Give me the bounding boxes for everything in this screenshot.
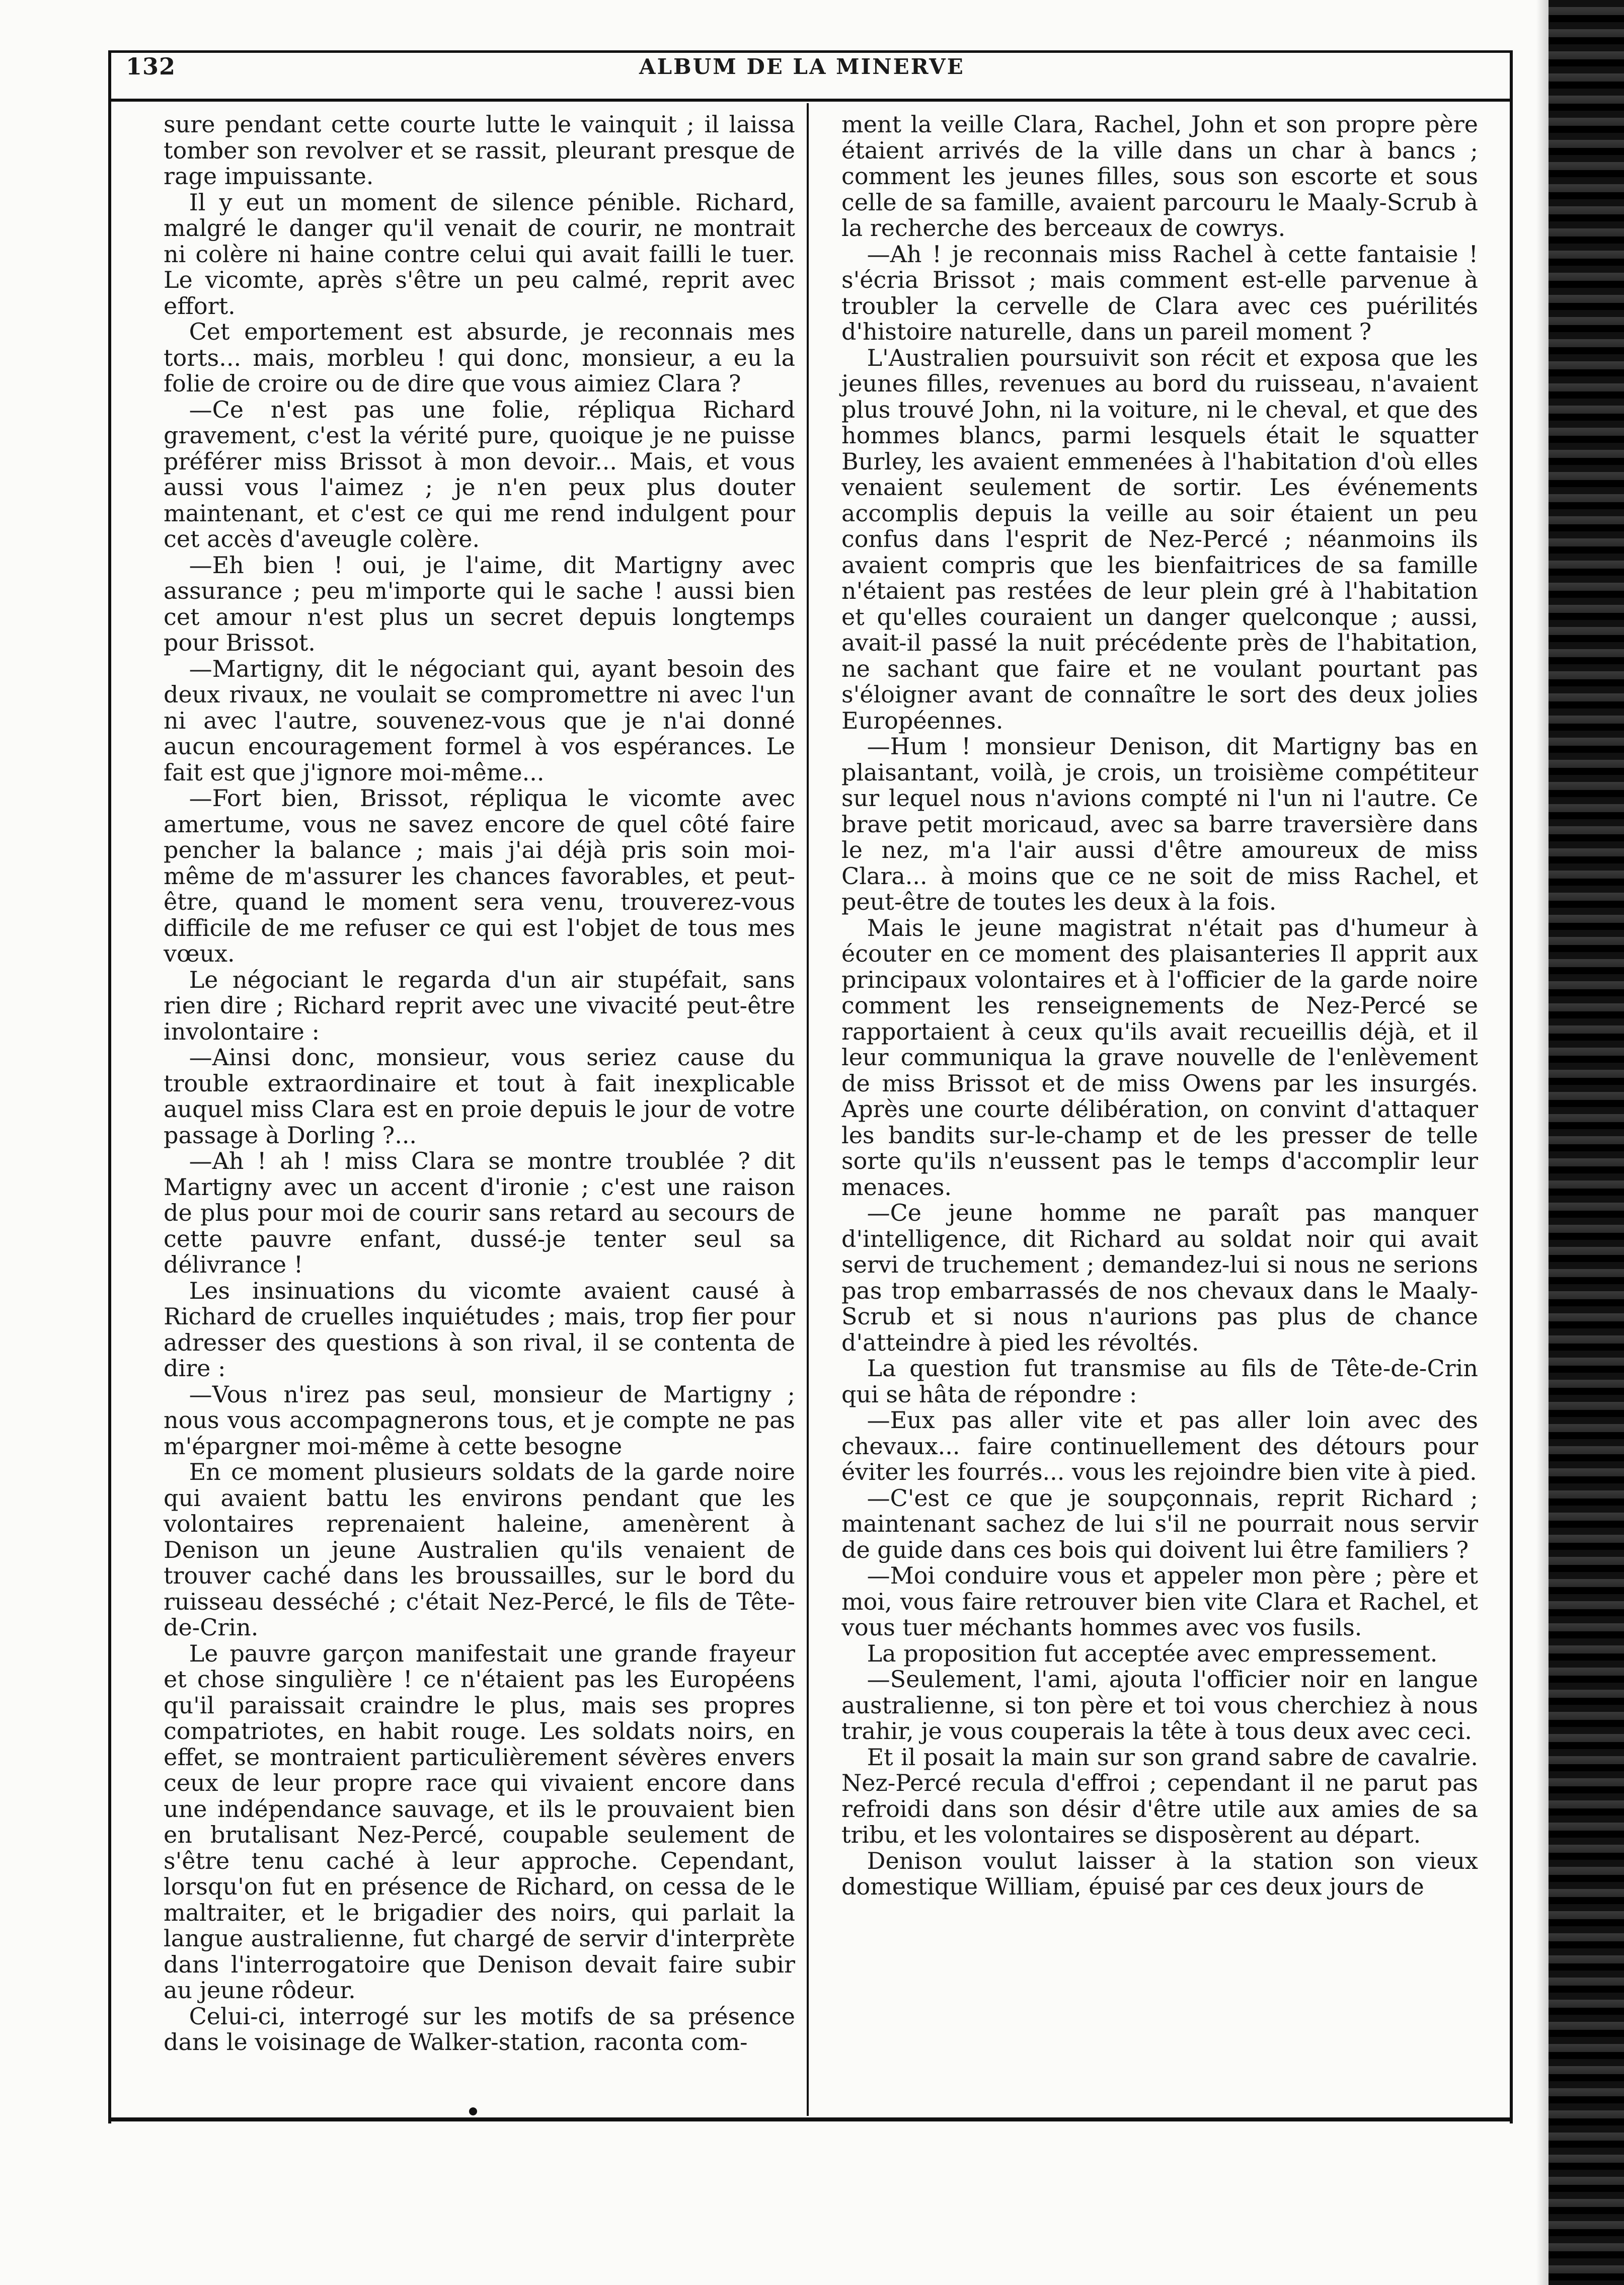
paragraph: —Ah ! je reconnais miss Rachel à cette fantaisie ! s'écria Brissot ; mais comment est-elle parvenue à troubler la cervelle de Clara avec ces puérilités d'histoire naturelle, dans un pareil moment ?	[841, 240, 1478, 345]
paragraph: —Eh bien ! oui, je l'aime, dit Martigny avec assurance ; peu m'importe qui le sache ! aussi bien cet amour n'est plus un secret depuis longtemps pour Brissot.	[164, 551, 795, 656]
paragraph: sure pendant cette courte lutte le vainquit ; il laissa tomber son revolver et se rassit, pleurant presque de rage impuissante.	[164, 111, 795, 190]
paragraph: ment la veille Clara, Rachel, John et son propre père étaient arrivés de la ville dans un char à bancs ; comment les jeunes filles, sous son escorte et sous celle de sa famille, avaient parcouru le Maaly-Scrub à la recherche des berceaux de cowrys.	[841, 111, 1478, 242]
right-column	[841, 112, 1478, 1900]
scan-edge	[1549, 0, 1624, 2285]
paragraph: —Martigny, dit le négociant qui, ayant besoin des deux rivaux, ne voulait se compromettre ni avec l'un ni avec l'autre, souvenez-vous que je n'ai donné aucun encouragement formel à vos espérances. Le fait est que j'ignore moi-même...	[164, 655, 795, 786]
paragraph: —C'est ce que je soupçonnais, reprit Richard ; maintenant sachez de lui s'il ne pourrait nous servir de guide dans ces bois qui doivent lui être familiers ?	[841, 1484, 1478, 1563]
paragraph: Et il posait la main sur son grand sabre de cavalrie. Nez-Percé recula d'effroi ; cependant il ne parut pas refroidi dans son désir d'être utile aux amies de sa tribu, et les volontaires se disposèrent au départ.	[841, 1743, 1478, 1848]
paragraph: —Eux pas aller vite et pas aller loin avec des chevaux... faire continuellement des détours pour éviter les fourrés... vous les rejoindre bien vite à pied.	[841, 1406, 1478, 1485]
page-edge-shadow	[1536, 0, 1549, 2285]
running-title: ALBUM DE LA MINERVE	[639, 54, 965, 79]
paragraph: —Ce jeune homme ne paraît pas manquer d'intelligence, dit Richard au soldat noir qui avait servi de truchement ; demandez-lui si nous ne serions pas trop embarrassés de nos chevaux dans le Maaly-Scrub et si nous n'aurions pas plus de chance d'atteindre à pied les révoltés.	[841, 1199, 1478, 1356]
right-frame-rule	[1510, 50, 1513, 2123]
left-column	[164, 112, 795, 2056]
bottom-rule	[108, 2117, 1513, 2121]
paragraph: La question fut transmise au fils de Tête-de-Crin qui se hâta de répondre :	[841, 1355, 1478, 1408]
page-number: 132	[126, 53, 176, 80]
paragraph: —Vous n'irez pas seul, monsieur de Martigny ; nous vous accompagnerons tous, et je compte ne pas m'épargner moi-même à cette besogne	[164, 1380, 795, 1460]
paragraph: —Seulement, l'ami, ajouta l'officier noir en langue australienne, si ton père et toi vous cherchiez à nous trahir, je vous couperais la tête à tous deux avec ceci.	[841, 1666, 1478, 1745]
top-rule	[108, 50, 1513, 53]
paragraph: —Ce n'est pas une folie, répliqua Richard gravement, c'est la vérité pure, quoique je ne puisse préférer miss Brissot à mon devoir... Mais, et vous aussi vous l'aimez ; je n'en peux plus douter maintenant, et c'est ce qui me rend indulgent pour cet accès d'aveugle colère.	[164, 396, 795, 553]
paragraph: La proposition fut acceptée avec empressement.	[867, 1639, 1438, 1667]
paragraph: —Fort bien, Brissot, répliqua le vicomte avec amertume, vous ne savez encore de quel côté faire pencher la balance ; mais j'ai déjà pris soin moi-même de m'assurer les chances favorables, et peut-être, quand le moment sera venu, trouverez-vous difficile de me refuser ce qui est l'objet de tous mes vœux.	[164, 784, 795, 967]
left-frame-rule	[108, 50, 111, 2123]
paragraph: —Moi conduire vous et appeler mon père ; père et moi, vous faire retrouver bien vite Clara et Rachel, et vous tuer méchants hommes avec vos fusils.	[841, 1562, 1478, 1641]
paragraph: En ce moment plusieurs soldats de la garde noire qui avaient battu les environs pendant que les volontaires reprenaient haleine, amenèrent à Denison un jeune Australien qu'ils venaient de trouver caché dans les broussailles, sur le bord du ruisseau desséché ; c'était Nez-Percé, le fils de Tête-de-Crin.	[164, 1458, 795, 1641]
paragraph: Le négociant le regarda d'un air stupéfait, sans rien dire ; Richard reprit avec une vivacité peut-être involontaire :	[164, 966, 795, 1045]
paragraph: —Hum ! monsieur Denison, dit Martigny bas en plaisantant, voilà, je crois, un troisième compétiteur sur lequel nous n'avions compté ni l'un ni l'autre. Ce brave petit moricaud, avec sa barre traversière dans le nez, m'a l'air aussi d'être amoureux de miss Clara... à moins que ce ne soit de miss Rachel, et peut-être de toutes les deux à la fois.	[841, 733, 1478, 915]
paragraph: —Ainsi donc, monsieur, vous seriez cause du trouble extraordinaire et tout à fait inexplicable auquel miss Clara est en proie depuis le jour de votre passage à Dorling ?...	[164, 1044, 795, 1149]
ink-dot	[469, 2107, 477, 2115]
paragraph: Denison voulut laisser à la station son vieux domestique William, épuisé par ces deux jours de	[841, 1847, 1478, 1900]
paragraph: Celui-ci, interrogé sur les motifs de sa présence dans le voisinage de Walker-station, raconta com-	[164, 2002, 795, 2056]
paragraph: Mais le jeune magistrat n'était pas d'humeur à écouter en ce moment des plaisanteries Il apprit aux principaux volontaires et à l'officier de la garde noire comment les renseignements de Nez-Percé se rapportaient à ceux qu'ils avait recueillis déjà, et il leur communiqua la grave nouvelle de l'enlèvement de miss Brissot et de miss Owens par les insurgés. Après une courte délibération, on convint d'attaquer les bandits sur-le-champ et de les presser de telle sorte qu'ils n'eussent pas le temps d'accomplir leur menaces.	[841, 914, 1478, 1201]
paragraph: —Ah ! ah ! miss Clara se montre troublée ? dit Martigny avec un accent d'ironie ; c'est une raison de plus pour moi de courir sans retard au secours de cette pauvre enfant, dussé-je tenter seul sa délivrance !	[164, 1147, 795, 1278]
paragraph: Cet emportement est absurde, je reconnais mes torts... mais, morbleu ! qui donc, monsieur, a eu la folie de croire ou de dire que vous aimiez Clara ?	[164, 318, 795, 397]
header-rule	[108, 99, 1513, 102]
paragraph: Les insinuations du vicomte avaient causé à Richard de cruelles inquiétudes ; mais, trop fier pour adresser des questions à son rival, il se contenta de dire :	[164, 1277, 795, 1382]
paragraph: L'Australien poursuivit son récit et exposa que les jeunes filles, revenues au bord du ruisseau, n'avaient plus trouvé John, ni la voiture, ni le cheval, et que des hommes blancs, parmi lesquels était le squatter Burley, les avaient emmenées à l'habitation d'où elles venaient seulement de sortir. Les événements accomplis depuis la veille au soir étaient un peu confus dans l'esprit de Nez-Percé ; néanmoins ils avaient compris que les bienfaitrices de sa famille n'étaient pas restées de leur plein gré à l'habitation et qu'elles couraient un danger quelconque ; aussi, avait-il passé la nuit précédente près de l'habitation, ne sachant que faire et ne voulant pourtant pas s'éloigner avant de connaître le sort des deux jolies Européennes.	[841, 344, 1478, 734]
paragraph: Il y eut un moment de silence pénible. Richard, malgré le danger qu'il venait de courir, ne montrait ni colère ni haine contre celui qui avait failli le tuer. Le vicomte, après s'être un peu calmé, reprit avec effort.	[164, 188, 795, 320]
paragraph: Le pauvre garçon manifestait une grande frayeur et chose singulière ! ce n'étaient pas les Européens qu'il paraissait craindre le plus, mais ses propres compatriotes, en habit rouge. Les soldats noirs, en effet, se montraient particulièrement sévères envers ceux de leur propre race qui vivaient encore dans une indépendance sauvage, et ils le prouvaient bien en brutalisant Nez-Percé, coupable seulement de s'être tenu caché à leur approche. Cependant, lorsqu'on fut en présence de Richard, on cessa de le maltraiter, et le brigadier des noirs, qui parlait la langue australienne, fut chargé de servir d'interprète dans l'interrogatoire que Denison devait faire subir au jeune rôdeur.	[164, 1639, 795, 2004]
column-divider	[807, 103, 809, 2116]
